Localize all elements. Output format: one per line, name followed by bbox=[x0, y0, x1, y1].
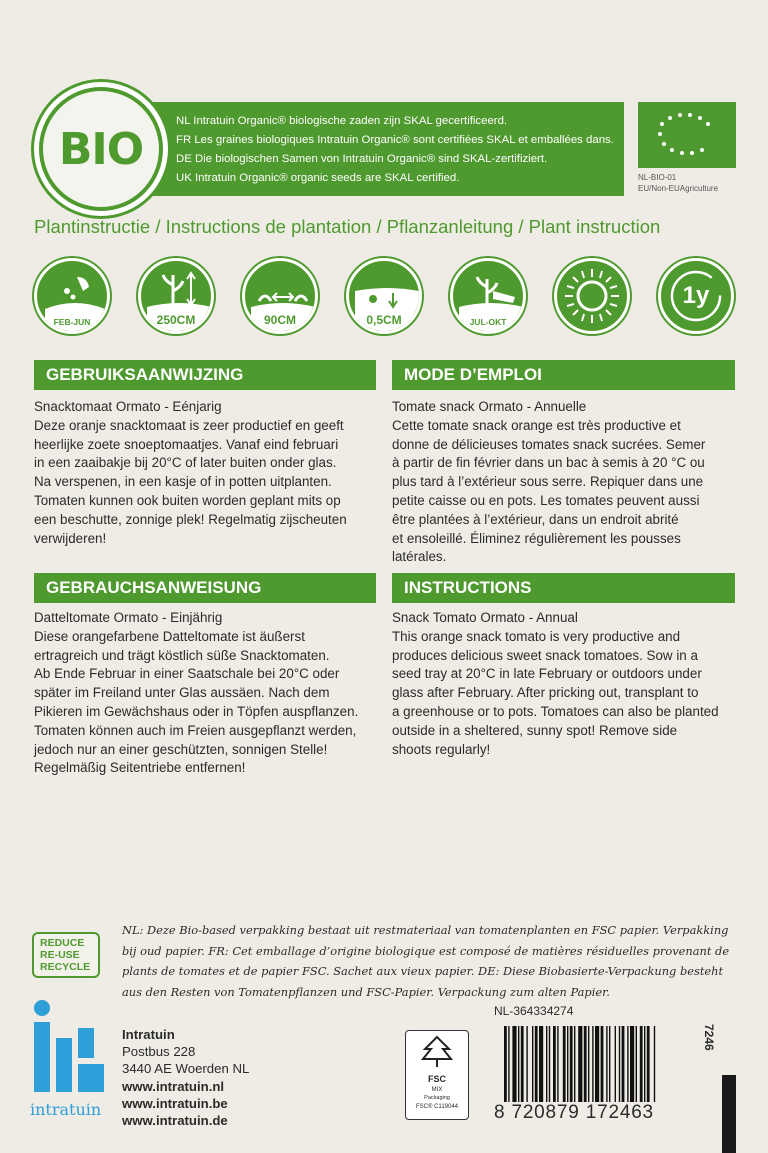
barcode-bar bbox=[567, 1026, 568, 1102]
barcode-bar bbox=[508, 1026, 509, 1102]
fsc-logo: FSC MIX Packaging FSC® C119044 bbox=[405, 1030, 469, 1120]
harvest-time-icon bbox=[450, 258, 526, 334]
barcode-bar bbox=[630, 1026, 634, 1102]
barcode-bar bbox=[570, 1026, 573, 1102]
barcode-bar bbox=[627, 1026, 628, 1102]
barcode-bar bbox=[539, 1026, 543, 1102]
barcode-bar bbox=[601, 1026, 604, 1102]
barcode-bar bbox=[609, 1026, 610, 1102]
barcode-bar bbox=[578, 1026, 582, 1102]
barcode-bar bbox=[557, 1026, 558, 1102]
side-number: 7246 bbox=[702, 1024, 716, 1051]
barcode-bar bbox=[595, 1026, 599, 1102]
annual-icon bbox=[658, 258, 734, 334]
section-title-nl: GEBRUIKSAANWIJZING bbox=[34, 360, 376, 390]
barcode-bar bbox=[521, 1026, 524, 1102]
company-address: Intratuin Postbus 228 3440 AE Woerden NL www.intratuin.nl www.intratuin.be www.intratuin.de bbox=[122, 1027, 250, 1129]
barcode-bar bbox=[518, 1026, 519, 1102]
bio-line-uk: UK Intratuin Organic® organic seeds are SKAL certified. bbox=[176, 172, 460, 184]
sowing-time-icon bbox=[34, 258, 110, 334]
plant-spacing-icon bbox=[242, 258, 318, 334]
product-code: NL-364334274 bbox=[494, 1004, 574, 1018]
barcode-bar bbox=[647, 1026, 650, 1102]
section-body-nl: Snacktomaat Ormato - Eénjarig Deze oranje snacktomaat is zeer productief en geeft heerlijke zoete snoeptomaatjes. Vanaf eind februari in een zaaibakje bij 20°C of later buiten onder glas. Na verspenen, in een kasje of in potten uitplanten. Tomaten kunnen ook buiten worden geplant mits op een beschutte, zonnige plek! Regelmatig zijscheuten verwijderen! bbox=[34, 399, 347, 546]
bio-certification-banner bbox=[140, 102, 624, 196]
barcode-bar bbox=[654, 1026, 655, 1102]
barcode-bar bbox=[504, 1026, 507, 1102]
black-bar bbox=[722, 1075, 736, 1153]
barcode-bar bbox=[644, 1026, 645, 1102]
barcode-bar bbox=[606, 1026, 607, 1102]
plant-spacing-label: 90CM bbox=[263, 313, 296, 327]
plant-height-icon bbox=[138, 258, 214, 334]
eu-organic-leaf-logo bbox=[638, 102, 736, 168]
barcode-bar bbox=[563, 1026, 566, 1102]
barcode-bar bbox=[526, 1026, 527, 1102]
eu-organic-code: NL-BIO-01 EU/Non-EUAgriculture bbox=[638, 173, 719, 193]
barcode bbox=[504, 1026, 714, 1102]
bio-badge-text: BIO bbox=[43, 91, 159, 207]
sowing-depth-label: 0,5CM bbox=[366, 313, 402, 327]
barcode-bar bbox=[636, 1026, 637, 1102]
barcode-bar bbox=[640, 1026, 643, 1102]
intratuin-logo-text: intratuin bbox=[30, 1100, 102, 1119]
barcode-bar bbox=[553, 1026, 556, 1102]
plant-instruction-heading: Plantinstructie / Instructions de plantation / Pflanzanleitung / Plant instruction bbox=[34, 216, 661, 237]
section-body-de: Datteltomate Ormato - Einjährig Diese orangefarbene Datteltomate ist äußerst ertragreich und trägt köstlich süße Snacktomaten. Ab Ende Februar in einer Saatschale bei 20°C oder später im Freiland unter Glas aussäen. Nach dem Pikieren im Gewächshaus oder in Töpfen auspflanzen. Tomaten können auch im Freien ausgepflanzt werden, jedoch nur an einer geschützten, sonnigen Stelle! Regelmäßig Seitentriebe entfernen! bbox=[34, 610, 359, 776]
sowing-depth-icon bbox=[346, 258, 422, 334]
sowing-time-label: FEB-JUN bbox=[53, 317, 91, 327]
section-body-uk: Snack Tomato Ormato - Annual This orange snack tomato is very productive and produces delicious sweet snack tomatoes. Sow in a seed tray at 20°C in late February or outdoors under glass after February. After pricking out, transplant to a greenhouse or to pots. Tomatoes can also be planted outside in a sheltered, sunny spot! Remove side shoots regularly! bbox=[392, 610, 719, 757]
sun-icon bbox=[554, 258, 630, 334]
barcode-bar bbox=[588, 1026, 589, 1102]
harvest-time-label: JUL-OKT bbox=[469, 317, 507, 327]
section-title-fr: MODE D’EMPLOI bbox=[392, 360, 735, 390]
barcode-bar bbox=[574, 1026, 575, 1102]
barcode-bar bbox=[532, 1026, 533, 1102]
barcode-bar bbox=[546, 1026, 547, 1102]
section-title-de: GEBRAUCHSANWEISUNG bbox=[34, 573, 376, 603]
barcode-bar bbox=[622, 1026, 625, 1102]
barcode-bar bbox=[512, 1026, 516, 1102]
bio-line-de: DE Die biologischen Samen von Intratuin Organic® sind SKAL-zertifiziert. bbox=[176, 153, 548, 165]
plant-height-label: 250CM bbox=[156, 313, 196, 327]
recycle-badge: REDUCE RE-USE RECYCLE bbox=[32, 932, 100, 978]
section-title-uk: INSTRUCTIONS bbox=[392, 573, 735, 603]
intratuin-logo bbox=[30, 998, 110, 1122]
bio-line-nl: NL Intratuin Organic® biologische zaden zijn SKAL gecertificeerd. bbox=[176, 115, 508, 127]
barcode-bar bbox=[592, 1026, 593, 1102]
barcode-bar bbox=[584, 1026, 587, 1102]
annual-label: 1y bbox=[682, 282, 710, 309]
bio-line-fr: FR Les graines biologiques Intratuin Organic® sont certifiées SKAL et emballées dans. bbox=[176, 134, 614, 146]
barcode-bar bbox=[549, 1026, 550, 1102]
barcode-bar bbox=[619, 1026, 620, 1102]
packaging-recycle-text: NL: Deze Bio-based verpakking bestaat uit restmateriaal van tomatenplanten en FSC papier. Verpakking bij oud papier. FR: Cet emballage d’origine biologique est composé de matières résiduelles provenant de plants de tomates et de papier FSC. Sachet aux vieux papier. DE: Diese Biobasierte-Verpackung besteht aus den Resten von Tomatenpflanzen und FSC-Papier. Verpackung zum alten Papier. bbox=[122, 923, 730, 999]
barcode-bar bbox=[615, 1026, 616, 1102]
section-body-fr: Tomate snack Ormato - Annuelle Cette tomate snack orange est très productive et donne de délicieuses tomates snack sucrées. Semer à partir de fin février dans un bac à semis à 20 °C ou plus tard à l’extérieur sous serre. Repiquer dans une petite caisse ou en pots. Les tomates peuvent aussi être plantées à l’extérieur, dans un endroit abrité et ensoleillé. Éliminez régulièrement les pousses latérales. bbox=[392, 399, 706, 565]
bio-badge bbox=[34, 82, 168, 216]
barcode-number: 8 720879 172463 bbox=[494, 1102, 654, 1123]
barcode-bar bbox=[535, 1026, 538, 1102]
